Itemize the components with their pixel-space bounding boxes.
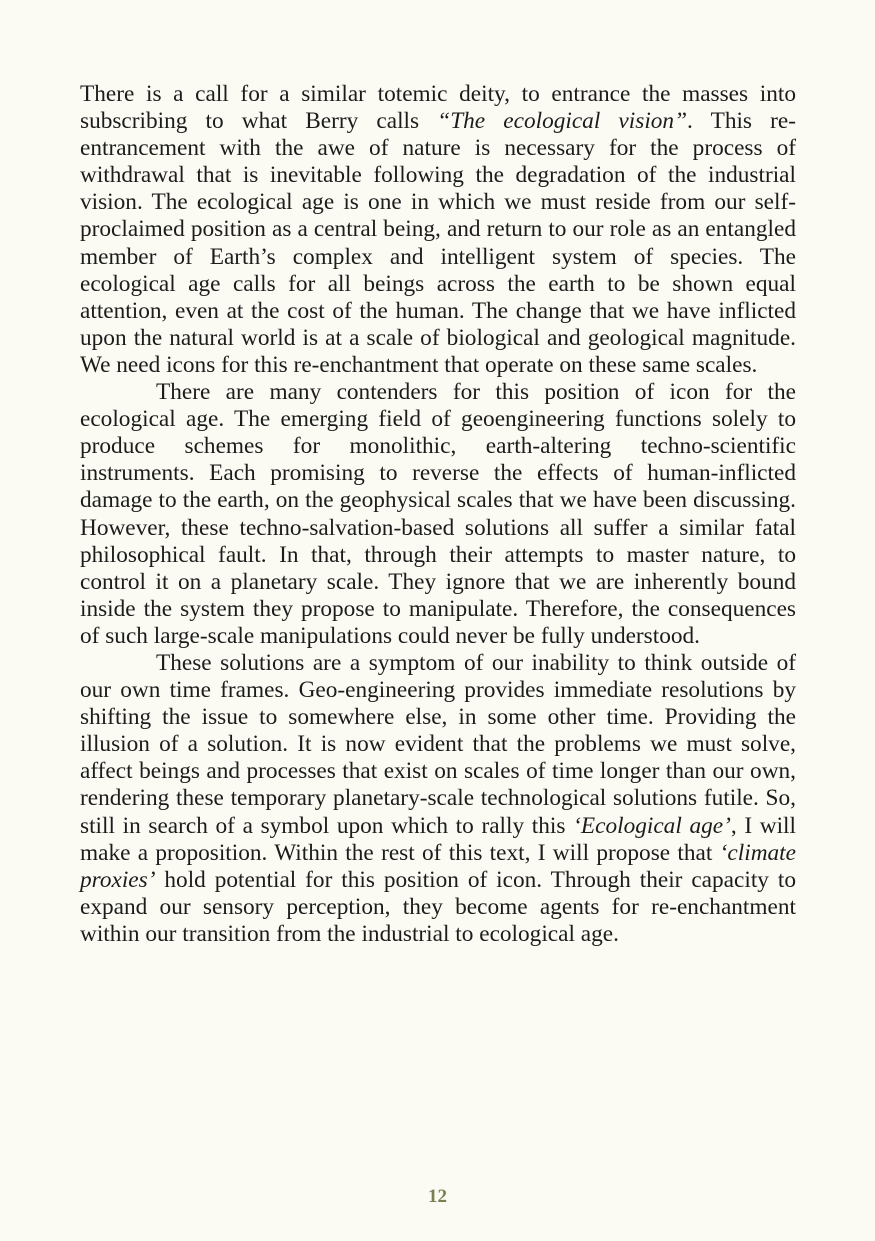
paragraph-3 [80,650,796,948]
italic-term: ‘Ecological age’ [573,812,731,839]
paragraph-2 [80,379,796,650]
paragraph-text: There are many contenders for this position of icon for the ecological age. The emerging field of geoengineering functions solely to produce schemes for monolithic, earth-altering techno-scientific instruments. Each promising to reverse the effects of human-inflicted damage to the earth, on the geophysical scales that we have been discussing. However, these techno-salvation-based solutions all suffer a similar fatal philosophical fault. In that, through their attempts to master nature, to control it on a planetary scale. They ignore that we are inherently bound inside the system they propose to manipulate. Therefore, the consequences of such large-scale manipulations could never be fully understood. [80,379,796,649]
page-number: 12 [428,1186,447,1207]
paragraph-text: . This re-entrancement with the awe of nature is necessary for the process of withdrawal that is inevitable following the degradation of the industrial vision. The ecological age is one in which we must reside from our self-proclaimed position as a central being, and return to our role as an entangled member of Earth’s complex and intelligent system of species. The ecological age calls for all beings across the earth to be shown equal attention, even at the cost of the human. The change that we have inflicted upon the natural world is at a scale of biological and geological magnitude. We need icons for this re-enchantment that operate on these same scales. [80,108,796,378]
paragraph-text: These solutions are a symptom of our inability to think outside of our own time frames. Geo-engineering provides immediate resolutions by shifting the issue to somewhere else, in some other time. Providing the illusion of a solution. It is now evident that the problems we must solve, affect beings and processes that exist on scales of time longer than our own, rendering these temporary planetary-scale technological solutions futile. So, still in search of a symbol upon which to rally this [80,649,796,839]
paragraph-text: , I will make a proposition. Within the rest of this text, I will propose that [80,812,796,866]
paragraph-text: hold potential for this position of icon. Through their capacity to expand our sensory perception, they become agents for re-enchantment within our transition from the industrial to ecological age. [80,866,796,947]
italic-quote: “The ecological vision” [437,108,688,135]
paragraph-1 [80,81,796,379]
body-text [80,81,796,948]
paragraph-text: There is a call for a similar totemic deity, to entrance the masses into subscribing to what Berry calls [80,81,796,135]
italic-term: ‘climate proxies’ [80,839,796,893]
